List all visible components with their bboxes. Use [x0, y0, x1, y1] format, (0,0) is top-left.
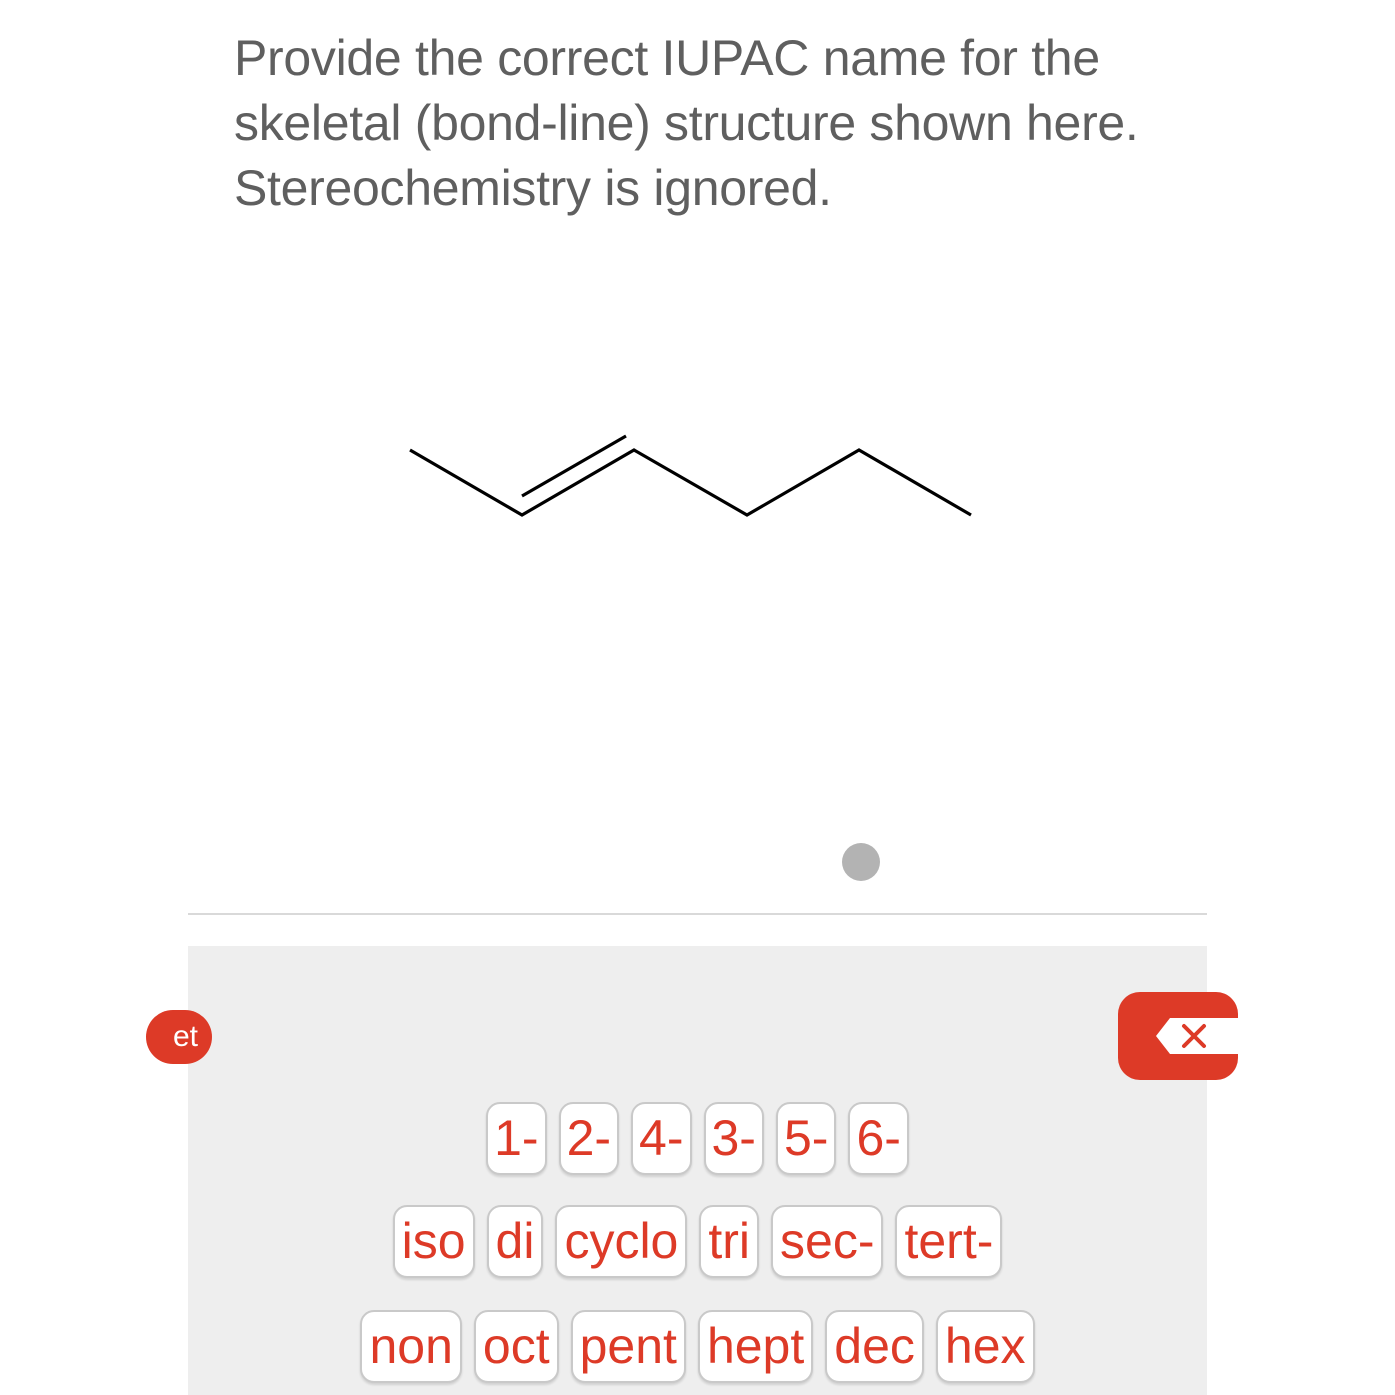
- name-keyboard: [172, 946, 1207, 1395]
- key-cyclo[interactable]: cyclo: [555, 1205, 687, 1278]
- key-pent[interactable]: pent: [571, 1310, 686, 1383]
- key-4[interactable]: 4-: [631, 1102, 691, 1175]
- key-di[interactable]: di: [487, 1205, 544, 1278]
- reset-button[interactable]: et: [146, 1010, 212, 1064]
- backspace-button[interactable]: [1118, 992, 1238, 1080]
- question-text: Provide the correct IUPAC name for the skeletal (bond-line) structure shown here. Stereochemistry is ignored.: [234, 30, 1139, 216]
- key-tert[interactable]: tert-: [895, 1205, 1002, 1278]
- key-tri[interactable]: tri: [699, 1205, 759, 1278]
- key-non[interactable]: non: [360, 1310, 461, 1383]
- key-2[interactable]: 2-: [559, 1102, 619, 1175]
- drag-handle[interactable]: [842, 843, 880, 881]
- root-key-row: [188, 1310, 1207, 1383]
- key-hex[interactable]: hex: [936, 1310, 1035, 1383]
- key-3[interactable]: 3-: [704, 1102, 764, 1175]
- key-1[interactable]: 1-: [486, 1102, 546, 1175]
- backspace-icon: [1154, 1016, 1238, 1056]
- prefix-key-row: [188, 1205, 1207, 1278]
- key-sec[interactable]: sec-: [771, 1205, 883, 1278]
- carbon-chain: [410, 450, 971, 515]
- key-6[interactable]: 6-: [848, 1102, 908, 1175]
- key-dec[interactable]: dec: [825, 1310, 924, 1383]
- key-oct[interactable]: oct: [474, 1310, 559, 1383]
- locant-key-row: [188, 1102, 1207, 1175]
- key-5[interactable]: 5-: [776, 1102, 836, 1175]
- divider: [188, 913, 1207, 915]
- double-bond-line: [522, 436, 626, 496]
- key-iso[interactable]: iso: [393, 1205, 475, 1278]
- key-hept[interactable]: hept: [698, 1310, 813, 1383]
